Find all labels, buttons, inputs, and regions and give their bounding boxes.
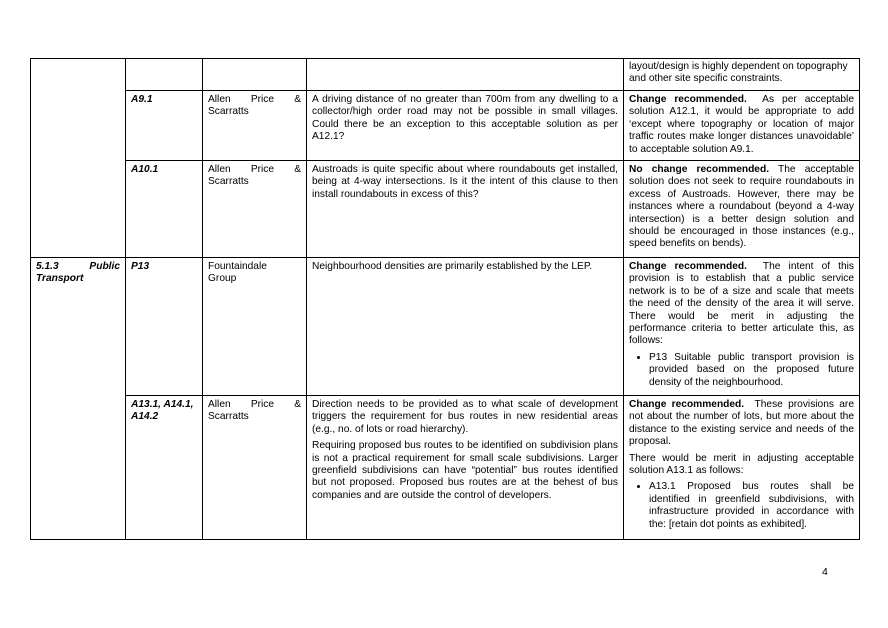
response-text: These provisions are not about the number of lots, but more about the distance to the existing service and needs of the proposal.: [629, 399, 854, 448]
section-cell: [31, 59, 126, 258]
reference-cell: A13.1, A14.1, A14.2: [126, 396, 203, 540]
section-title: 5.1.3 Public: [36, 261, 120, 273]
response-lead: Change recommended.: [629, 94, 747, 105]
issue-text: Direction needs to be provided as to what scale of development triggers the requirement for bus routes in new residential areas (e.g., no. of lots or road hierarchy).: [312, 399, 618, 435]
response-cell: [624, 396, 860, 540]
response-paragraph: [629, 164, 854, 251]
response-cell: [624, 59, 860, 91]
submitter-cell: [203, 59, 307, 91]
response-paragraph: [629, 399, 854, 449]
issue-cell: [307, 91, 624, 161]
reference-cell: A9.1: [126, 91, 203, 161]
response-paragraph: [629, 94, 854, 156]
response-text: The intent of this provision is to establish that a public service network is to be of a size and scale that meets the need of the density of the area it will serve. There would be merit in adjusting the performance criteria to better articulate this, as follows:: [629, 261, 855, 347]
response-lead: Change recommended.: [629, 261, 747, 273]
issue-text: Requiring proposed bus routes to be identified on subdivision plans is not a practical requirement for small scale subdivisions. Larger greenfield subdivisions can have “potential” bus routes identified but not proposed. Proposed bus routes are at the behest of bus companies and are outside the control of developers.: [312, 440, 618, 501]
response-text: layout/design is highly dependent on topography and other site specific constraints.: [629, 61, 848, 85]
response-paragraph: [629, 261, 854, 348]
submitter-name-cont: Scarratts: [208, 411, 249, 423]
reference-cell: A10.1: [126, 161, 203, 258]
table-row: [31, 59, 860, 91]
list-item: • P13 Suitable public transport provision is provided based on the proposed future density of the neighbourhood.: [649, 352, 854, 389]
submissions-table: [30, 58, 860, 540]
issue-cell: [307, 161, 624, 258]
submitter-name: Fountaindale: [208, 261, 267, 273]
response-cell: [624, 91, 860, 161]
submitter-cell: [203, 161, 307, 258]
page-number: 4: [822, 566, 828, 578]
table-row: [31, 91, 860, 161]
submitter-name: Allen Price &: [208, 164, 301, 176]
table-row: [31, 258, 860, 396]
issue-text: Austroads is quite specific about where roundabouts get installed, being at 4-way intersections. Is it the intent of this clause to then install roundabouts in excess of this?: [312, 164, 618, 200]
table-row: [31, 161, 860, 258]
submitter-cell: [203, 91, 307, 161]
response-text: As per acceptable solution A12.1, it would be appropriate to add ‘except where topography or location of major traffic routes make longer distances unavoidable’ to acceptable solution A9.1.: [629, 94, 854, 155]
issue-cell: [307, 396, 624, 540]
section-cell: [31, 258, 126, 540]
section-title-cont: Transport: [36, 273, 84, 285]
response-lead: No change recommended.: [629, 164, 770, 176]
response-bullet-list: [629, 352, 854, 389]
response-bullet-list: [629, 481, 854, 531]
reference-cell: P13: [126, 258, 203, 396]
submitter-name: Allen Price &: [208, 94, 301, 105]
submitter-name-cont: Scarratts: [208, 176, 249, 188]
table-row: [31, 396, 860, 540]
submitter-name-cont: Group: [208, 273, 237, 285]
submitter-name-cont: Scarratts: [208, 106, 249, 118]
submitter-name: Allen Price &: [208, 399, 301, 411]
issue-cell: [307, 258, 624, 396]
list-item: • A13.1 Proposed bus routes shall be identified in greenfield subdivisions, with infrastructure provided in accordance with the: [retain dot points as exhibited].: [649, 481, 854, 531]
issue-text: A driving distance of no greater than 700m from any dwelling to a collector/high order road may not be possible in small villages. Could there be an exception to this acceptable solution as per A12.1?: [312, 94, 618, 143]
reference-cell: [126, 59, 203, 91]
submitter-cell: [203, 258, 307, 396]
response-paragraph: There would be merit in adjusting acceptable solution A13.1 as follows:: [629, 452, 854, 477]
response-cell: [624, 258, 860, 396]
issue-text: Neighbourhood densities are primarily established by the LEP.: [312, 261, 593, 273]
submitter-cell: [203, 396, 307, 540]
response-cell: [624, 161, 860, 258]
response-lead: Change recommended.: [629, 399, 745, 411]
issue-cell: [307, 59, 624, 91]
response-text: The acceptable solution does not seek to require roundabouts in excess of Austroads. However, there may be instances where a roundabout (beyond a 4-way intersection) is a better design solution and should be encouraged in those instances (e.g., speed benefits on bends).: [629, 164, 855, 250]
